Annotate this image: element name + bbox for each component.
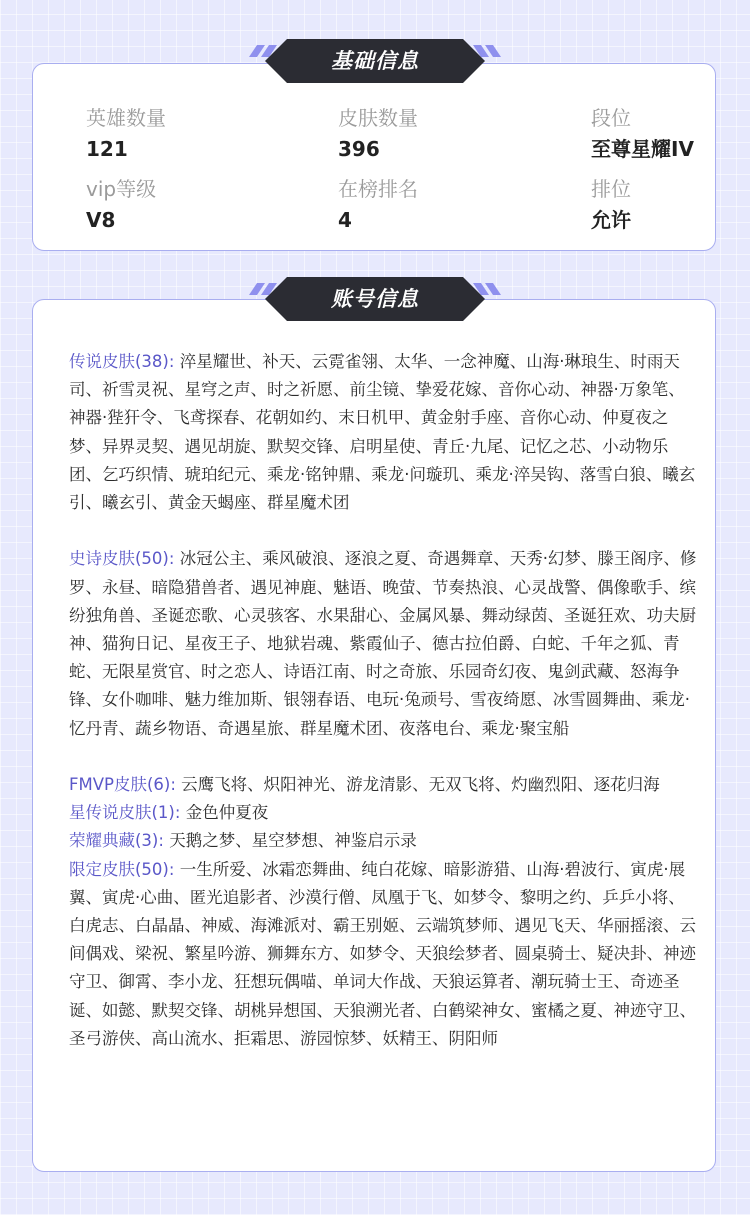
stat-label: 段位 <box>591 106 631 130</box>
skin-category-label: FMVP皮肤(6): <box>69 775 176 795</box>
stat-hero-count <box>86 104 166 163</box>
stat-ranked-allowed <box>591 175 631 234</box>
stat-value: 4 <box>338 208 352 232</box>
skin-items: 金色仲夏夜 <box>185 803 269 823</box>
skin-items: 一生所爱、冰霜恋舞曲、纯白花嫁、暗影游猎、山海·碧波行、寅虎·展翼、寅虎·心曲、匿光追影者、沙漠行僧、凤凰于飞、如梦令、黎明之约、乒乒小将、白虎志、白晶晶、神威、海滩派对、霸王别姬、云端筑梦师、遇见飞天、华丽摇滚、云间偶戏、梁祝、繁星吟游、狮舞东方、如梦令、天狼绘梦者、圆桌骑士、疑决卦、神迹守卫、御霄、李小龙、狂想玩偶喵、单词大作战、天狼运算者、潮玩骑士王、奇迹圣诞、如懿、默契交锋、胡桃异想国、天狼溯光者、白鹤梁神女、蜜橘之夏、神迹守卫、圣弓游侠、高山流水、拒霜思、游园惊梦、妖精王、阴阳师 <box>69 859 696 1048</box>
skin-section-fmvp <box>69 771 699 799</box>
stat-value: 允许 <box>591 208 631 232</box>
skin-category-label: 传说皮肤(38): <box>69 352 175 371</box>
skin-category-label: 限定皮肤(50): <box>69 859 175 879</box>
skin-section-glory-collection <box>69 827 699 855</box>
stat-label: 在榜排名 <box>338 177 418 201</box>
stat-label: 英雄数量 <box>86 106 166 130</box>
stat-value: 396 <box>338 137 380 161</box>
skin-category-label: 荣耀典藏(3): <box>69 831 164 851</box>
stat-label: 排位 <box>591 177 631 201</box>
stat-value: 至尊星耀IV <box>591 137 694 161</box>
skin-items: 淬星耀世、补天、云霓雀翎、太华、一念神魔、山海·琳琅生、时雨天司、祈雪灵祝、星穹之声、时之祈愿、前尘镜、挚爱花嫁、音你心动、神器·万象笔、神器·狴犴令、飞鸢探春、花朝如约、末日机甲、黄金射手座、音你心动、仲夏夜之梦、异界灵契、遇见胡旋、默契交锋、启明星使、青丘·九尾、记忆之芯、小动物乐团、乞巧织情、琥珀纪元、乘龙·铭钟鼎、乘龙·问璇玑、乘龙·淬吴钩、落雪白狼、曦玄引、曦玄引、黄金天蝎座、群星魔术团 <box>69 352 696 513</box>
skin-items: 天鹅之梦、星空梦想、神鉴启示录 <box>169 831 417 851</box>
skin-items: 冰冠公主、乘风破浪、逐浪之夏、奇遇舞章、天秀·幻梦、滕王阁序、修罗、永昼、暗隐猎兽者、遇见神鹿、魅语、晚萤、节奏热浪、心灵战警、偶像歌手、缤纷独角兽、圣诞恋歌、心灵骇客、水果甜心、金属风暴、舞动绿茵、圣诞狂欢、功夫厨神、猫狗日记、星夜王子、地狱岩魂、紫霞仙子、德古拉伯爵、白蛇、千年之狐、青蛇、无限星赏官、时之恋人、诗语江南、时之奇旅、乐园奇幻夜、鬼剑武藏、怒海争锋、女仆咖啡、魅力维加斯、银翎春语、电玩·兔顽号、雪夜绮愿、冰雪圆舞曲、乘龙·忆丹青、蔬乡物语、奇遇星旅、群星魔术团、夜落电台、乘龙·聚宝船 <box>69 549 697 738</box>
basic-info-card <box>32 63 716 251</box>
stat-leaderboard-rank <box>338 175 418 234</box>
account-info-card <box>32 299 716 1172</box>
section-title: 账号信息 <box>331 287 419 311</box>
stat-vip-level <box>86 175 156 234</box>
section-header-account <box>245 275 505 323</box>
skin-section-epic <box>69 545 699 742</box>
skin-items: 云鹰飞将、炽阳神光、游龙清影、无双飞将、灼幽烈阳、逐花归海 <box>181 775 660 795</box>
stat-label: vip等级 <box>86 177 157 201</box>
skin-category-label: 星传说皮肤(1): <box>69 803 181 823</box>
section-title: 基础信息 <box>331 49 419 73</box>
skin-section-legend <box>69 348 699 517</box>
stat-rank-tier <box>591 104 694 163</box>
stat-label: 皮肤数量 <box>338 106 418 130</box>
skin-list <box>69 348 699 1053</box>
stat-value: V8 <box>86 208 116 232</box>
section-header-basic <box>245 37 505 85</box>
stat-skin-count <box>338 104 418 163</box>
skin-section-limited <box>69 856 699 1053</box>
skin-category-label: 史诗皮肤(50): <box>69 549 175 569</box>
stat-value: 121 <box>86 137 128 161</box>
skin-section-star-legend <box>69 799 699 827</box>
